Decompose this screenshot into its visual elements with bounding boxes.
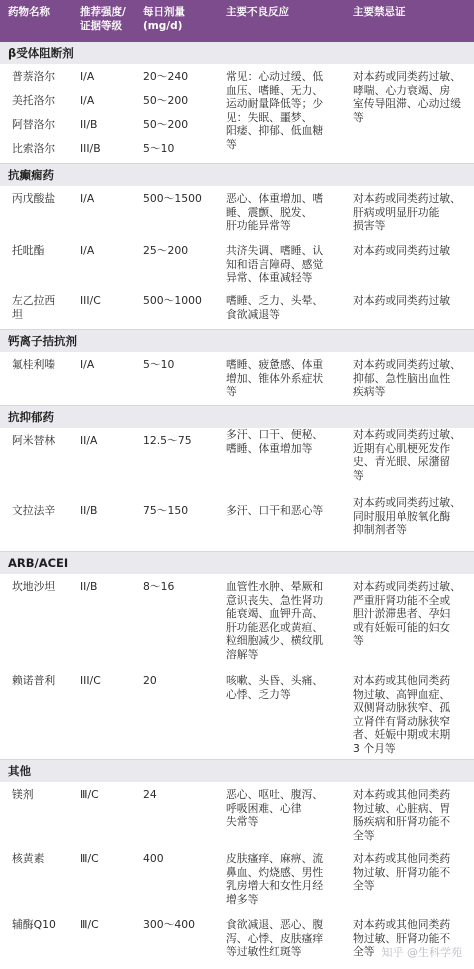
group-title-calcium-antagonists: 钙离子拮抗剂	[0, 330, 474, 352]
drug-dose: 500～1000	[143, 294, 202, 307]
drug-contra: 对本药或其他同类药 物过敏、心脏病、胃 肠疾病和肝肾功能不 全等	[353, 788, 451, 842]
drug-dose: 24	[143, 788, 157, 801]
drug-adverse: 多汗、口干和恶心等	[226, 504, 324, 517]
drug-name: 辅酶Q10	[12, 918, 56, 931]
drug-name: 文拉法辛	[12, 504, 56, 517]
drug-grade: I/A	[80, 358, 95, 371]
drug-dose: 50～200	[143, 118, 189, 131]
drug-dose: 12.5～75	[143, 434, 192, 447]
drug-adverse: 嗜睡、乏力、头晕、 食欲减退等	[226, 294, 324, 321]
drug-adverse: 恶心、呕吐、腹泻、 呼吸困难、心律 失常等	[226, 788, 324, 828]
group-title-arb-acei: ARB/ACEI	[0, 552, 474, 574]
drug-name: 托吡酯	[12, 244, 45, 257]
drug-grade: Ⅲ/C	[80, 852, 99, 865]
drug-adverse: 共济失调、嗜睡、认 知和语言障碍、感觉 异常、体重减轻等	[226, 244, 324, 284]
drug-name: 美托洛尔	[12, 94, 56, 107]
drug-adverse: 血管性水肿、晕厥和 意识丧失、急性肾功 能衰竭、血钾升高、 肝功能恶化或黄疸、 粒细胞减少、横纹肌 溶解等	[226, 580, 324, 661]
drug-name: 阿替洛尔	[12, 118, 56, 131]
drug-dose: 5～10	[143, 358, 175, 371]
drug-contra: 对本药或同类药过敏、 严重肝肾功能不全或 胆汁淤滞患者、孕妇 或有妊娠可能的妇女 等	[353, 580, 461, 647]
row-divider	[0, 163, 474, 164]
drug-dose: 20～240	[143, 70, 189, 83]
drug-grade: I/A	[80, 70, 95, 83]
drug-adverse: 常见：心动过缓、低 血压、嗜睡、无力、 运动耐量降低等；少 见：失眠、噩梦、 阳痿、抑郁、低血糖 等	[226, 70, 324, 151]
drug-grade: II/B	[80, 580, 98, 593]
drug-name: 比索洛尔	[12, 142, 56, 155]
drug-name: 阿米替林	[12, 434, 56, 447]
drug-adverse: 皮肤瘙痒、麻痹、流 鼻血、灼烧感、男性 乳房增大和女性月经 增多等	[226, 852, 324, 906]
drug-adverse: 咳嗽、头昏、头痛、 心悸、乏力等	[226, 674, 324, 701]
drug-grade: III/B	[80, 142, 101, 155]
drug-grade: I/A	[80, 94, 95, 107]
drug-dose: 500～1500	[143, 192, 202, 205]
drug-name: 赖诺普利	[12, 674, 56, 687]
drug-grade: I/A	[80, 192, 95, 205]
drug-contra: 对本药或同类药过敏、 同时服用单胺氧化酶 抑制剂者等	[353, 496, 461, 536]
drug-grade: Ⅲ/C	[80, 788, 99, 801]
header-dose: 每日剂量 (mg/d)	[143, 6, 185, 32]
drug-contra: 对本药或同类药过敏、 抑郁、急性脑出血性 疾病等	[353, 358, 461, 398]
drug-dose: 300～400	[143, 918, 196, 931]
header-grade: 推荐强度/ 证据等级	[80, 6, 126, 32]
drug-dose: 5～10	[143, 142, 175, 155]
group-title-antiepileptics: 抗癫痫药	[0, 164, 474, 186]
drug-name: 普萘洛尔	[12, 70, 56, 83]
row-divider	[0, 551, 474, 552]
header-contra: 主要禁忌证	[353, 6, 406, 18]
drug-contra: 对本药或其他同类药 物过敏、肝肾功能不 全等	[353, 918, 451, 958]
drug-name: 左乙拉西 坦	[12, 294, 56, 321]
drug-name: 氟桂利嗪	[12, 358, 56, 371]
group-title-antidepressants: 抗抑郁药	[0, 406, 474, 428]
drug-dose: 20	[143, 674, 157, 687]
header-drug-name: 药物名称	[8, 6, 50, 18]
drug-dose: 25～200	[143, 244, 189, 257]
drug-grade: Ⅲ/C	[80, 918, 99, 931]
drug-contra: 对本药或其他同类药 物过敏、肝肾功能不 全等	[353, 852, 451, 892]
drug-grade: I/A	[80, 244, 95, 257]
drug-dose: 8～16	[143, 580, 175, 593]
drug-contra: 对本药或同类药过敏、 肝病或明显肝功能 损害等	[353, 192, 461, 232]
group-title-beta-blockers: β受体阻断剂	[0, 42, 474, 64]
drug-grade: II/A	[80, 434, 98, 447]
drug-contra: 对本药或其他同类药 物过敏、高钾血症、 双侧肾动脉狭窄、孤 立肾伴有肾动脉狭窄 者、妊娠中期或末期 3 个月等	[353, 674, 451, 755]
drug-grade: II/B	[80, 504, 98, 517]
drug-grade: III/C	[80, 674, 101, 687]
drug-name: 丙戊酸盐	[12, 192, 56, 205]
watermark: 知乎 @生科学苑	[381, 946, 462, 959]
table-header	[0, 0, 474, 42]
drug-dose: 50～200	[143, 94, 189, 107]
drug-adverse: 食欲减退、恶心、腹 泻、心悸、皮肤瘙痒 等过敏性红斑等	[226, 918, 324, 958]
drug-dose: 400	[143, 852, 164, 865]
drug-adverse: 恶心、体重增加、嗜 睡、震颤、脱发、 肝功能异常等	[226, 192, 324, 232]
drug-contra: 对本药或同类药过敏	[353, 244, 451, 257]
drug-dose: 75～150	[143, 504, 189, 517]
drug-adverse: 多汗、口干、便秘、 嗜睡、体重增加等	[226, 428, 324, 455]
drug-grade: III/C	[80, 294, 101, 307]
drug-name: 镁剂	[12, 788, 34, 801]
row-divider	[0, 405, 474, 406]
drug-contra: 对本药或同类药过敏	[353, 294, 451, 307]
drug-contra: 对本药或同类药过敏、 近期有心肌梗死发作 史、青光眼、尿潴留 等	[353, 428, 461, 482]
row-divider	[0, 329, 474, 330]
group-title-others: 其他	[0, 760, 474, 782]
drug-name: 核黄素	[12, 852, 45, 865]
drug-contra: 对本药或同类药过敏、 哮喘、心力衰竭、房 室传导阻滞、心动过缓 等	[353, 70, 461, 124]
header-adverse: 主要不良反应	[226, 6, 289, 18]
drug-name: 坎地沙坦	[12, 580, 56, 593]
drug-adverse: 嗜睡、疲惫感、体重 增加、锥体外系症状 等	[226, 358, 324, 398]
row-divider	[0, 759, 474, 760]
drug-grade: II/B	[80, 118, 98, 131]
